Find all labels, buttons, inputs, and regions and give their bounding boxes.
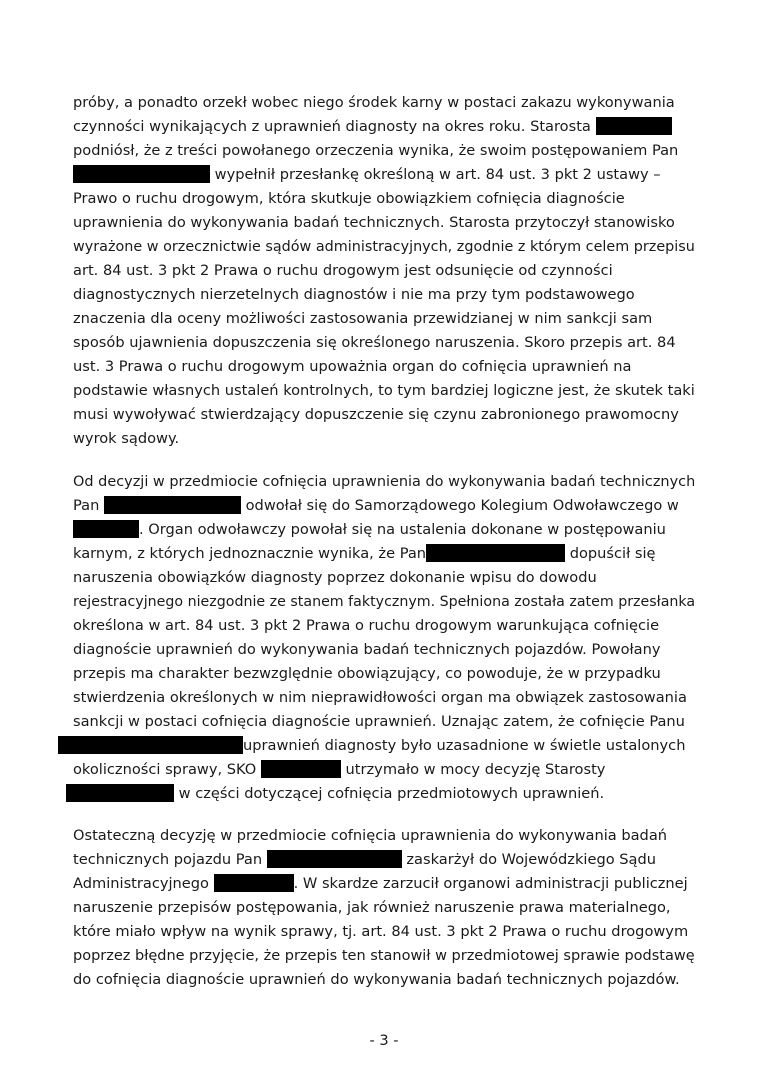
redaction-block (73, 165, 210, 183)
text-line: Prawo o ruchu drogowym, która skutkuje obowiązkiem cofnięcia diagnoście (73, 190, 625, 207)
redaction-block (214, 874, 294, 892)
text-line: ust. 3 Prawa o ruchu drogowym upoważnia organ do cofnięcia uprawnień na (73, 358, 632, 375)
redaction-block (261, 760, 341, 778)
text-line: do cofnięcia diagnoście uprawnień do wykonywania badań technicznych pojazdów. (73, 971, 680, 988)
text-line: czynności wynikających z uprawnień diagnosty na okres roku. Starosta (73, 117, 672, 137)
text-line: Od decyzji w przedmiocie cofnięcia uprawnienia do wykonywania badań technicznych (73, 473, 696, 490)
text-line: w części dotyczącej cofnięcia przedmiotowych uprawnień. (66, 784, 604, 804)
text-line: naruszenia obowiązków diagnosty poprzez dokonanie wpisu do dowodu (73, 569, 597, 586)
text-line: przepis ma charakter bezwzględnie obowiązujący, co powoduje, że w przypadku (73, 665, 661, 682)
redaction-block (66, 784, 174, 802)
redaction-block (58, 736, 243, 754)
text-line: sankcji w postaci cofnięcia diagnoście uprawnień. Uznając zatem, że cofnięcie Panu (73, 713, 685, 730)
text-line: diagnostycznych nierzetelnych diagnostów i nie ma przy tym podstawowego (73, 286, 635, 303)
text-line: diagnoście uprawnień do wykonywania badań technicznych pojazdów. Powołany (73, 641, 661, 658)
text-line: podstawie własnych ustaleń kontrolnych, to tym bardziej logiczne jest, że skutek taki (73, 382, 695, 399)
redaction-block (104, 496, 241, 514)
redaction-block (267, 850, 402, 868)
redaction-block (596, 117, 672, 135)
text-line: uprawnienia do wykonywania badań technicznych. Starosta przytoczył stanowisko (73, 214, 675, 231)
text-line: Administracyjnego . W skardze zarzucił organowi administracji publicznej (73, 875, 688, 892)
text-line: rejestracyjnego niezgodnie ze stanem faktycznym. Spełniona została zatem przesłanka (73, 593, 696, 610)
text-line: określona w art. 84 ust. 3 pkt 2 Prawa o ruchu drogowym warunkująca cofnięcie (73, 617, 660, 634)
redaction-block (426, 544, 565, 562)
text-line: Ostateczną decyzję w przedmiocie cofnięcia uprawnienia do wykonywania badań (73, 827, 668, 844)
text-line: naruszenie przepisów postępowania, jak również naruszenie prawa materialnego, (73, 899, 671, 916)
text-line: stwierdzenia określonych w nim nieprawidłowości organ ma obwiązek zastosowania (73, 689, 687, 706)
text-line: Pan odwołał się do Samorządowego Kolegium Odwoławczego w (73, 497, 679, 514)
text-line: art. 84 ust. 3 pkt 2 Prawa o ruchu drogowym jest odsunięcie od czynności (73, 262, 613, 279)
text-line: poprzez błędne przyjęcie, że przepis ten stanowił w przedmiotowej sprawie podstawę (73, 947, 695, 964)
redaction-block (73, 520, 139, 538)
text-line: musi wywoływać stwierdzający dopuszczenie się czynu zabronionego prawomocny (73, 406, 679, 423)
text-line: karnym, z których jednoznacznie wynika, że Pan dopuścił się (73, 545, 656, 562)
page-number: - 3 - (369, 1032, 399, 1049)
text-line: sposób ujawnienia dopuszczenia się określonego naruszenia. Skoro przepis art. 84 (73, 334, 676, 351)
text-line: okoliczności sprawy, SKO utrzymało w mocy decyzję Starosty (73, 761, 606, 778)
text-line: wyrażone w orzecznictwie sądów administracyjnych, zgodnie z którym celem przepisu (73, 238, 695, 255)
text-line: wypełnił przesłankę określoną w art. 84 ust. 3 pkt 2 ustawy – (73, 165, 661, 185)
text-line: próby, a ponadto orzekł wobec niego środek karny w postaci zakazu wykonywania (73, 94, 675, 111)
text-line: znaczenia dla oceny możliwości zastosowania przewidzianej w nim sankcji sam (73, 310, 653, 327)
text-line: które miało wpływ na wynik sprawy, tj. art. 84 ust. 3 pkt 2 Prawa o ruchu drogowym (73, 923, 689, 940)
text-line: . Organ odwoławczy powołał się na ustalenia dokonane w postępowaniu (73, 520, 666, 540)
text-line: technicznych pojazdu Pan zaskarżył do Wojewódzkiego Sądu (73, 851, 657, 868)
text-line: podniósł, że z treści powołanego orzeczenia wynika, że swoim postępowaniem Pan (73, 142, 679, 159)
text-line: wyrok sądowy. (73, 430, 180, 447)
text-line: uprawnień diagnosty było uzasadnione w świetle ustalonych (58, 736, 685, 756)
